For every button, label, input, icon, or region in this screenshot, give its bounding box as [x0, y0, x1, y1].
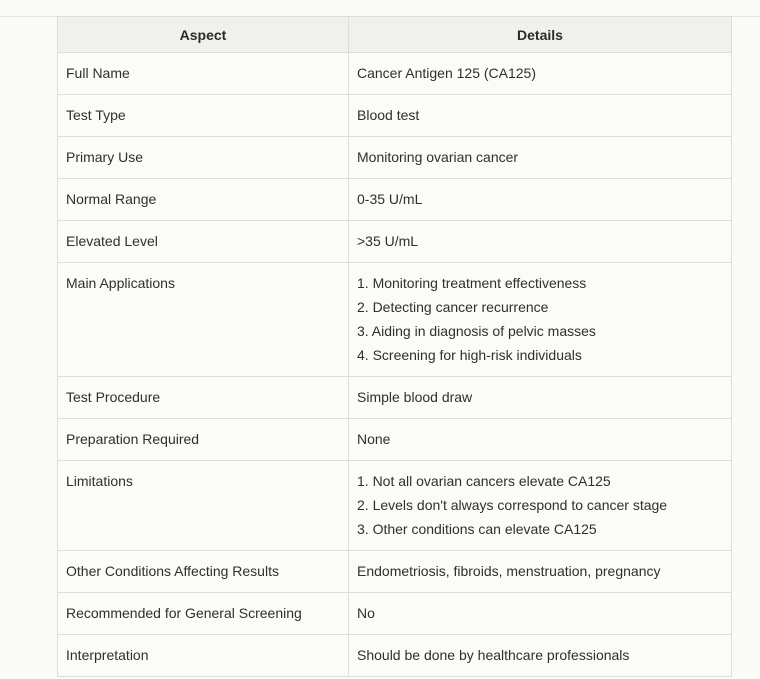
table-row	[58, 221, 732, 263]
details-line: No	[357, 605, 375, 621]
details-line: Blood test	[357, 107, 420, 123]
details-cell	[349, 461, 732, 551]
table-row	[58, 635, 732, 677]
aspect-cell: Interpretation	[58, 635, 349, 677]
aspect-cell: Limitations	[58, 461, 349, 551]
info-table-container	[57, 16, 731, 677]
details-line: Endometriosis, fibroids, menstruation, pregnancy	[357, 563, 661, 579]
table-row	[58, 53, 732, 95]
details-cell	[349, 551, 732, 593]
table-row	[58, 593, 732, 635]
aspect-cell: Recommended for General Screening	[58, 593, 349, 635]
details-line: 4. Screening for high-risk individuals	[357, 347, 582, 363]
aspect-cell: Preparation Required	[58, 419, 349, 461]
details-line: 1. Not all ovarian cancers elevate CA125	[357, 473, 611, 489]
details-line: 0-35 U/mL	[357, 191, 423, 207]
table-row	[58, 263, 732, 377]
details-line: 3. Other conditions can elevate CA125	[357, 521, 597, 537]
table-body	[58, 53, 732, 677]
details-line: 3. Aiding in diagnosis of pelvic masses	[357, 323, 596, 339]
details-cell	[349, 263, 732, 377]
details-line: 2. Levels don't always correspond to cancer stage	[357, 497, 668, 513]
aspect-cell: Full Name	[58, 53, 349, 95]
details-cell	[349, 137, 732, 179]
aspect-cell: Main Applications	[58, 263, 349, 377]
details-line: Cancer Antigen 125 (CA125)	[357, 65, 536, 81]
info-table	[57, 16, 732, 677]
details-cell	[349, 377, 732, 419]
table-row	[58, 461, 732, 551]
details-line: None	[357, 431, 391, 447]
details-cell	[349, 593, 732, 635]
details-line: 2. Detecting cancer recurrence	[357, 299, 549, 315]
column-header-details: Details	[349, 17, 732, 53]
column-header-aspect: Aspect	[58, 17, 349, 53]
table-row	[58, 419, 732, 461]
aspect-cell: Other Conditions Affecting Results	[58, 551, 349, 593]
table-row	[58, 551, 732, 593]
aspect-cell: Test Procedure	[58, 377, 349, 419]
details-cell	[349, 179, 732, 221]
table-row	[58, 137, 732, 179]
table-row	[58, 377, 732, 419]
details-line: Monitoring ovarian cancer	[357, 149, 519, 165]
details-cell	[349, 419, 732, 461]
details-line: Should be done by healthcare professionals	[357, 647, 630, 663]
details-line: Simple blood draw	[357, 389, 473, 405]
details-cell	[349, 221, 732, 263]
details-cell	[349, 635, 732, 677]
details-cell	[349, 95, 732, 137]
aspect-cell: Normal Range	[58, 179, 349, 221]
aspect-cell: Elevated Level	[58, 221, 349, 263]
details-line: 1. Monitoring treatment effectiveness	[357, 275, 587, 291]
table-row	[58, 95, 732, 137]
details-cell	[349, 53, 732, 95]
table-row	[58, 179, 732, 221]
aspect-cell: Test Type	[58, 95, 349, 137]
details-line: >35 U/mL	[357, 233, 419, 249]
aspect-cell: Primary Use	[58, 137, 349, 179]
table-header-row	[58, 17, 732, 53]
